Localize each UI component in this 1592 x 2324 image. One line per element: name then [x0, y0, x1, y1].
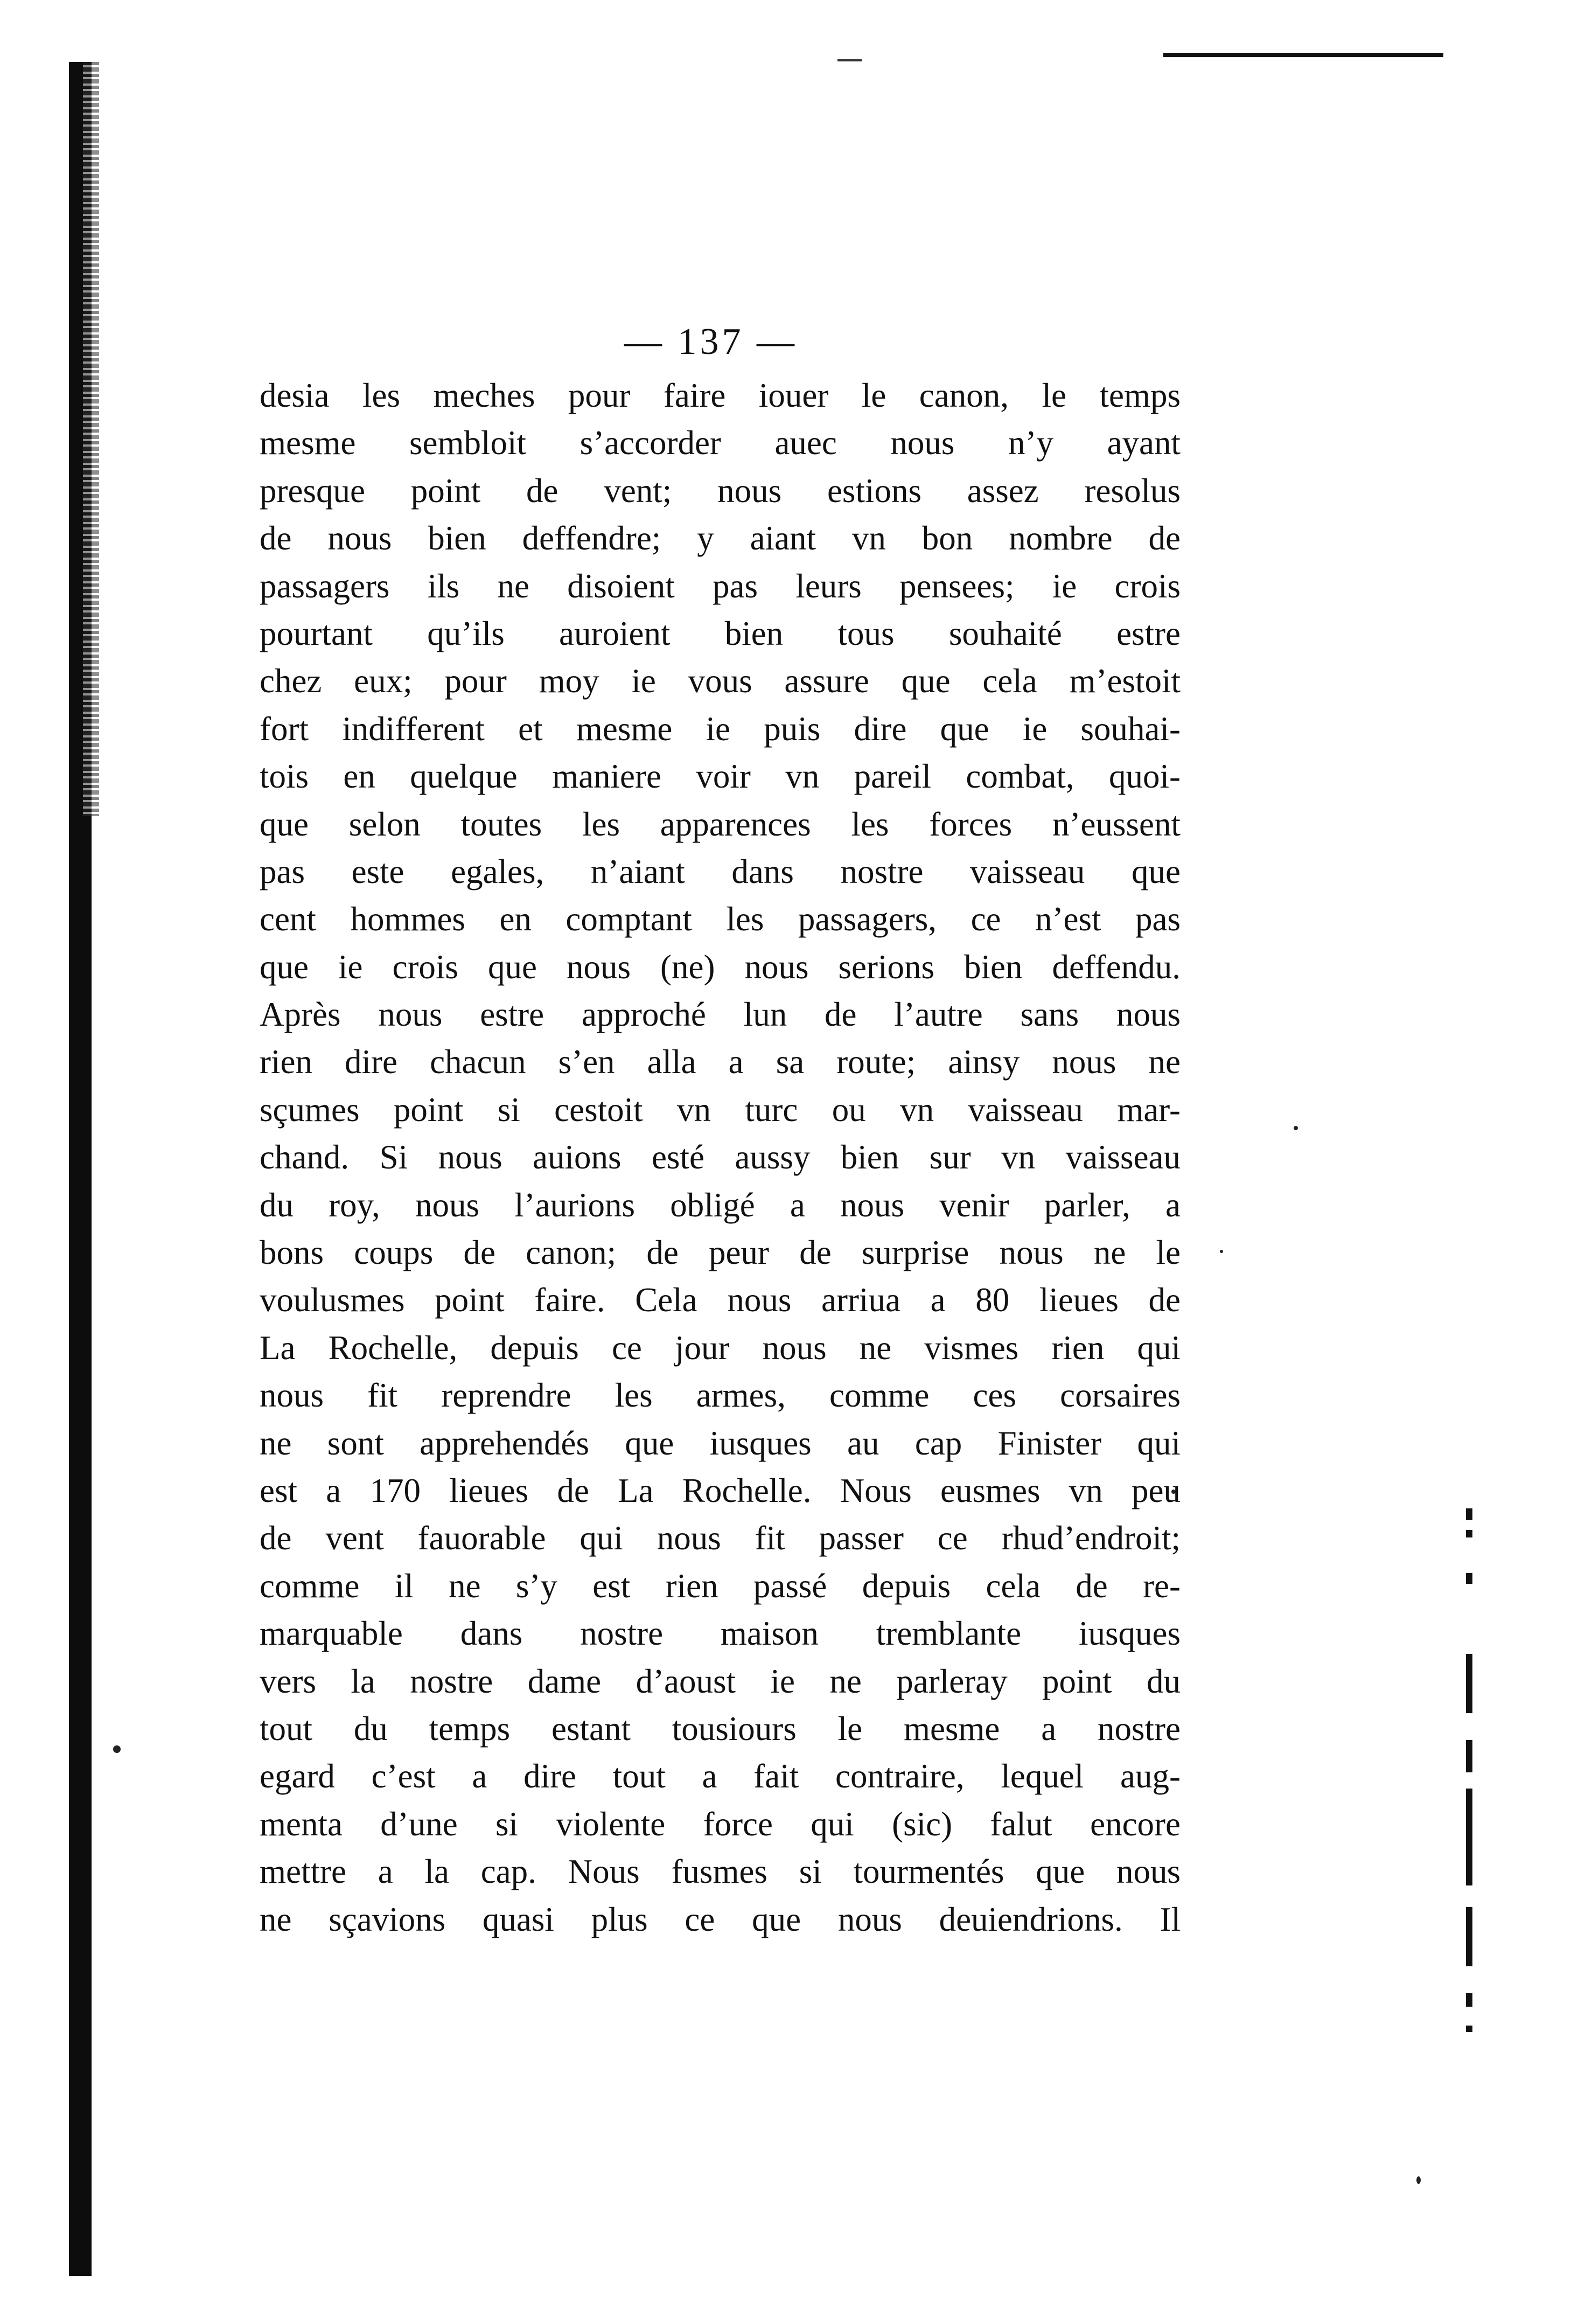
text-line: que ie crois que nous (ne) nous serions bien deffendu. — [260, 948, 1181, 986]
scan-speck — [1416, 2176, 1421, 2184]
text-line: chand. Si nous auions esté aussy bien sur vn vaisseau — [260, 1138, 1181, 1177]
scan-speck — [113, 1745, 121, 1753]
binding-shadow — [69, 62, 92, 2276]
edge-marks — [1466, 1508, 1475, 2263]
text-line: du roy, nous l’aurions obligé a nous venir parler, a — [260, 1186, 1181, 1224]
text-line: marquable dans nostre maison tremblante iusques — [260, 1615, 1181, 1653]
text-line: chez eux; pour moy ie vous assure que cela m’estoit — [260, 662, 1181, 700]
text-line: La Rochelle, depuis ce jour nous ne vismes rien qui — [260, 1328, 1181, 1367]
text-line: voulusmes point faire. Cela nous arriua a 80 lieues de — [260, 1281, 1181, 1319]
scan-speck — [1220, 1250, 1223, 1253]
text-line: que selon toutes les apparences les forces n’eussent — [260, 805, 1181, 843]
page-number: — 137 — — [624, 321, 798, 363]
text-line: tois en quelque maniere voir vn pareil combat, quoi- — [260, 757, 1181, 796]
text-line: pas este egales, n’aiant dans nostre vaisseau que — [260, 852, 1181, 890]
text-line: est a 170 lieues de La Rochelle. Nous eusmes vn peu — [260, 1471, 1181, 1509]
text-line: presque point de vent; nous estions assez resolus — [260, 471, 1181, 510]
text-line: Après nous estre approché lun de l’autre sans nous — [260, 996, 1181, 1034]
scan-speck — [1294, 1126, 1298, 1130]
text-line: tout du temps estant tousiours le mesme a nostre — [260, 1709, 1181, 1748]
text-line: passagers ils ne disoient pas leurs pensees; ie crois — [260, 567, 1181, 605]
text-line: desia les meches pour faire iouer le canon, le temps — [260, 377, 1181, 414]
text-line: sçumes point si cestoit vn turc ou vn vaisseau mar- — [260, 1090, 1181, 1129]
text-line: comme il ne s’y est rien passé depuis cela de re- — [260, 1567, 1181, 1605]
text-line: nous fit reprendre les armes, comme ces corsaires — [260, 1376, 1181, 1415]
text-line: pourtant qu’ils auroient bien tous souhaité estre — [260, 614, 1181, 652]
text-line: mesme sembloit s’accorder auec nous n’y ayant — [260, 424, 1181, 462]
text-line: vers la nostre dame d’aoust ie ne parleray point du — [260, 1662, 1181, 1700]
text-line: rien dire chacun s’en alla a sa route; ainsy nous ne — [260, 1043, 1181, 1081]
text-line: bons coups de canon; de peur de surprise nous ne le — [260, 1234, 1181, 1272]
text-line: fort indifferent et mesme ie puis dire que ie souhai- — [260, 709, 1181, 748]
text-line: de vent fauorable qui nous fit passer ce rhud’endroit; — [260, 1519, 1181, 1557]
text-line: cent hommes en comptant les passagers, ce n’est pas — [260, 900, 1181, 938]
text-line: de nous bien deffendre; y aiant vn bon nombre de — [260, 519, 1181, 558]
text-line: menta d’une si violente force qui (sic) falut encore — [260, 1805, 1181, 1843]
top-rule — [1163, 53, 1443, 57]
text-line: ne sçavions quasi plus ce que nous deuiendrions. Il — [260, 1900, 1181, 1938]
text-line: ne sont apprehendés que iusques au cap Finister qui — [260, 1424, 1181, 1462]
text-line: egard c’est a dire tout a fait contraire, lequel aug- — [260, 1757, 1181, 1796]
scan-mark — [837, 59, 862, 61]
text-line: mettre a la cap. Nous fusmes si tourmentés que nous — [260, 1853, 1181, 1891]
body-text — [260, 372, 1181, 1943]
